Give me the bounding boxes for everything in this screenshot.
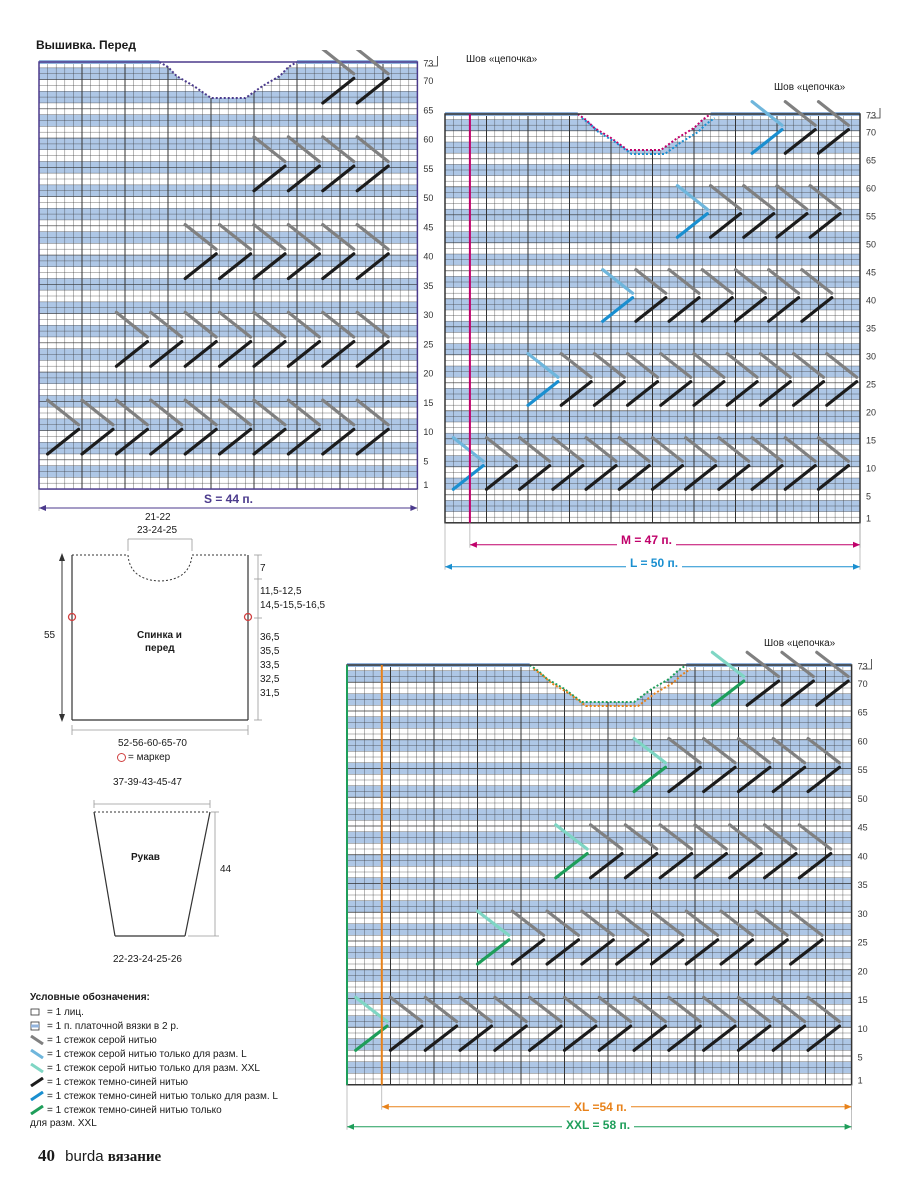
row-label: 20 <box>866 407 877 418</box>
width-label-xxl: XXL = 58 п. <box>562 1118 634 1132</box>
row-label: 10 <box>857 1023 868 1034</box>
body-height: 55 <box>44 630 56 641</box>
legend-item-gray-xxl <box>30 1061 340 1075</box>
chain-label-ml: Шов «цепочка» <box>774 82 846 93</box>
legend <box>30 992 340 1129</box>
row-label: 60 <box>423 134 434 145</box>
shoulder-1: 11,5-12,5 <box>260 586 302 597</box>
arrow-right-icon <box>853 542 860 548</box>
arrow-left-icon <box>347 1124 354 1130</box>
row-label: 55 <box>857 765 868 776</box>
stitches <box>453 102 856 490</box>
width-label-m: M = 47 п. <box>617 533 676 547</box>
sleeve-top: 37-39-43-45-47 <box>113 777 182 788</box>
row-label: 15 <box>423 397 434 408</box>
back-front-schematic <box>40 505 350 765</box>
page-title: Вышивка. Перед <box>36 38 136 52</box>
chain-label-xl: Шов «цепочка» <box>764 638 836 649</box>
green-stitch-icon <box>30 1105 44 1115</box>
side-height-1: 35,5 <box>260 646 280 657</box>
stitches <box>356 652 848 1050</box>
row-label: 40 <box>866 295 877 306</box>
legend-item-label: = 1 стежок темно-синей нитью только для разм. L <box>47 1090 278 1102</box>
row-label: 50 <box>423 193 434 204</box>
marker-icon <box>117 753 126 762</box>
row-label: 25 <box>866 379 877 390</box>
sleeve-title: Рукав <box>131 852 160 863</box>
neck-depth: 7 <box>260 563 266 574</box>
side-height-4: 31,5 <box>260 688 280 699</box>
row-label: 5 <box>866 491 872 502</box>
row-label: 60 <box>857 736 868 747</box>
legend-item-gray-l <box>30 1047 340 1061</box>
neck-width-top: 21-22 <box>145 512 171 523</box>
row-label: 55 <box>866 211 877 222</box>
stitches <box>48 50 389 454</box>
legend-item-gray <box>30 1033 340 1047</box>
row-label: 25 <box>423 339 434 350</box>
side-height-0: 36,5 <box>260 632 280 643</box>
chart-ml <box>440 92 903 572</box>
row-label: 65 <box>423 105 434 116</box>
row-label: 70 <box>423 76 434 87</box>
width-label-xl: XL =54 п. <box>570 1100 631 1114</box>
row-label: 10 <box>423 427 434 438</box>
row-label: 73 <box>423 58 434 69</box>
row-label: 65 <box>866 155 877 166</box>
light-blue-stitch-icon <box>30 1049 44 1059</box>
chain-label-s: Шов «цепочка» <box>466 54 538 65</box>
legend-item-garter <box>30 1019 340 1033</box>
magazine-name: вязание <box>107 1149 162 1165</box>
arrow-left-icon <box>445 564 452 570</box>
arrow-right-icon <box>410 505 417 511</box>
garter-cell-icon <box>30 1021 44 1031</box>
page-number: 40 <box>38 1146 55 1165</box>
brand-logo: burda <box>65 1148 104 1165</box>
row-label: 70 <box>866 127 877 138</box>
row-label: 40 <box>857 851 868 862</box>
legend-title: Условные обозначения: <box>30 992 150 1003</box>
row-label: 50 <box>866 239 877 250</box>
arrow-left-icon <box>470 542 477 548</box>
row-label: 35 <box>423 280 434 291</box>
width-label-s: S = 44 п. <box>200 492 257 506</box>
sleeve-height: 44 <box>220 864 232 875</box>
row-label: 15 <box>857 995 868 1006</box>
row-label: 5 <box>857 1052 863 1063</box>
marker-legend <box>117 752 170 763</box>
row-label: 45 <box>866 267 877 278</box>
side-height-3: 32,5 <box>260 674 280 685</box>
legend-item-dark-l <box>30 1089 340 1103</box>
row-label: 15 <box>866 435 877 446</box>
row-label: 65 <box>857 707 868 718</box>
legend-item-label: = 1 стежок серой нитью только для разм. L <box>47 1048 247 1060</box>
row-label: 55 <box>423 163 434 174</box>
blue-stitch-icon <box>30 1091 44 1101</box>
row-label: 30 <box>857 908 868 919</box>
row-label: 70 <box>857 678 868 689</box>
legend-item-label: = 1 стежок серой нитью только для разм. XXL <box>47 1062 260 1074</box>
row-label: 30 <box>866 351 877 362</box>
row-label: 30 <box>423 310 434 321</box>
legend-item-dark <box>30 1075 340 1089</box>
row-label: 45 <box>423 222 434 233</box>
legend-item-label-cont: для разм. XXL <box>30 1118 97 1129</box>
legend-item-label: = 1 стежок темно-синей нитью <box>47 1076 189 1088</box>
back-front-title-2: перед <box>145 643 175 654</box>
grid <box>445 114 860 523</box>
row-label: 40 <box>423 251 434 262</box>
chart-s <box>30 50 460 520</box>
arrow-right-icon <box>845 1124 852 1130</box>
row-label: 1 <box>866 513 872 524</box>
back-front-title-1: Спинка и <box>137 630 182 641</box>
row-label: 73 <box>857 661 868 672</box>
legend-item-label: = 1 стежок темно-синей нитью только <box>47 1104 222 1116</box>
marker-label: = маркер <box>128 752 171 763</box>
row-label: 10 <box>866 463 877 474</box>
row-label: 25 <box>857 937 868 948</box>
row-label: 45 <box>857 822 868 833</box>
row-label: 50 <box>857 793 868 804</box>
chart-xl <box>340 640 903 1140</box>
legend-item-label: = 1 стежок серой нитью <box>47 1034 157 1046</box>
legend-item-knit <box>30 1005 340 1019</box>
knit-cell-icon <box>30 1007 44 1017</box>
sleeve-outline <box>94 812 210 936</box>
side-height-2: 33,5 <box>260 660 280 671</box>
shoulder-2: 14,5-15,5-16,5 <box>260 600 326 611</box>
row-label: 35 <box>857 880 868 891</box>
row-labels <box>858 662 868 1086</box>
row-label: 20 <box>857 966 868 977</box>
body-width: 52-56-60-65-70 <box>118 738 187 749</box>
legend-item-dark-xxl <box>30 1103 340 1117</box>
row-label: 20 <box>423 368 434 379</box>
neck-width-bottom: 23-24-25 <box>137 525 178 536</box>
row-label: 35 <box>866 323 877 334</box>
row-labels <box>423 59 433 490</box>
row-label: 1 <box>423 479 429 490</box>
gray-stitch-icon <box>30 1035 44 1045</box>
page-footer <box>38 1146 161 1166</box>
arrow-left-icon <box>382 1104 389 1110</box>
dark-stitch-icon <box>30 1077 44 1087</box>
row-label: 5 <box>423 456 429 467</box>
row-label: 1 <box>857 1075 863 1086</box>
legend-item-label: = 1 лиц. <box>47 1006 84 1018</box>
row-labels <box>866 110 876 523</box>
sleeve-bottom: 22-23-24-25-26 <box>113 954 182 965</box>
legend-item-label: = 1 п. платочной вязки в 2 р. <box>47 1020 179 1032</box>
arrow-right-icon <box>845 1104 852 1110</box>
arrow-right-icon <box>853 564 860 570</box>
mint-stitch-icon <box>30 1063 44 1073</box>
row-label: 73 <box>866 110 877 121</box>
width-label-l: L = 50 п. <box>626 556 682 570</box>
row-label: 60 <box>866 183 877 194</box>
